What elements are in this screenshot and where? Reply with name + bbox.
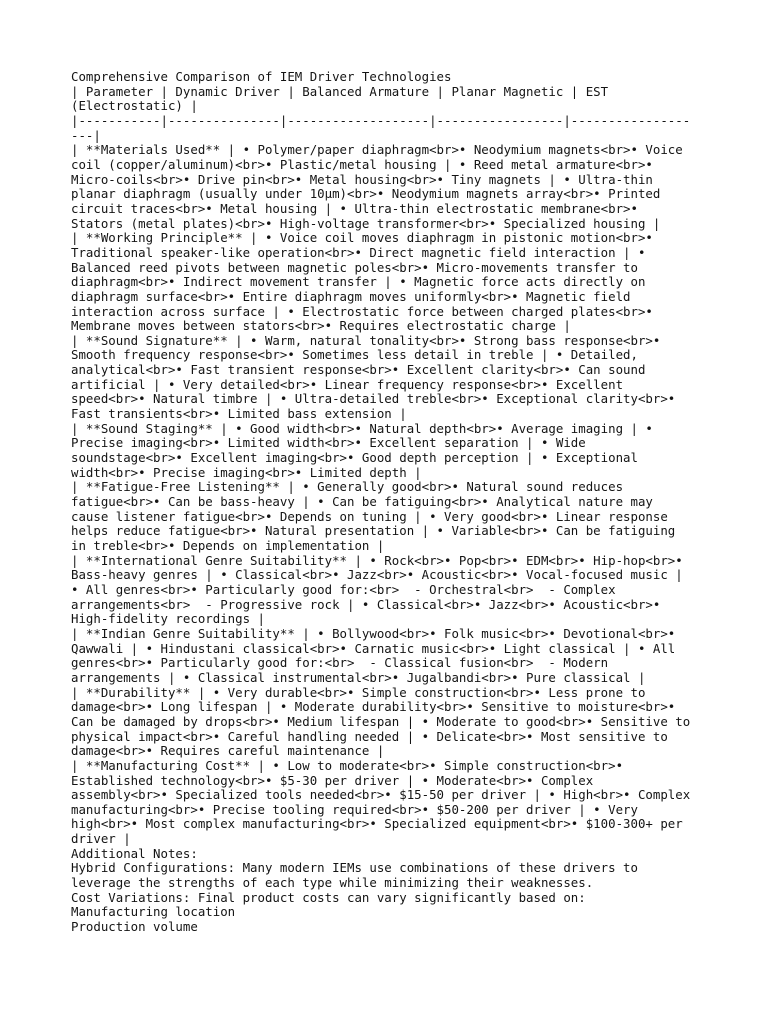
text-line: • All genres<br>• Particularly good for:<br> - Orchestral<br> - Complex: [71, 581, 616, 597]
text-line: fatigue<br>• Can be bass-heavy | • Can be fatiguing<br>• Analytical nature may: [71, 494, 653, 510]
text-line: genres<br>• Particularly good for:<br> - Classical fusion<br> - Modern: [71, 655, 609, 671]
text-line: | Parameter | Dynamic Driver | Balanced Armature | Planar Magnetic | EST: [71, 83, 609, 99]
text-line: diaphragm surface<br>• Entire diaphragm moves uniformly<br>• Magnetic field: [71, 288, 631, 304]
text-line: Qawwali | • Hindustani classical<br>• Carnatic music<br>• Light classical | • All: [71, 640, 676, 656]
text-line: | **Manufacturing Cost** | • Low to moderate<br>• Simple construction<br>•: [71, 757, 624, 773]
text-line: Cost Variations: Final product costs can vary significantly based on:: [71, 889, 586, 905]
text-line: | **Indian Genre Suitability** | • Bollywood<br>• Folk music<br>• Devotional<br>•: [71, 625, 676, 641]
text-line: artificial | • Very detailed<br>• Linear frequency response<br>• Excellent: [71, 376, 624, 392]
text-line: ---|: [71, 127, 101, 143]
text-line: Balanced reed pivots between magnetic poles<br>• Micro-movements transfer to: [71, 259, 638, 275]
text-line: damage<br>• Requires careful maintenance |: [71, 743, 385, 759]
document-page: [71, 70, 703, 935]
text-line: Traditional speaker-like operation<br>• Direct magnetic field interaction | •: [71, 244, 646, 260]
text-line: width<br>• Precise imaging<br>• Limited depth |: [71, 464, 422, 480]
text-line: Smooth frequency response<br>• Sometimes less detail in treble | • Detailed,: [71, 347, 638, 363]
text-line: leverage the strengths of each type while minimizing their weaknesses.: [71, 875, 594, 891]
text-line: diaphragm<br>• Indirect movement transfer | • Magnetic force acts directly on: [71, 274, 646, 290]
document-title: Comprehensive Comparison of IEM Driver Technologies: [71, 69, 452, 84]
text-line: | **Sound Staging** | • Good width<br>• Natural depth<br>• Average imaging | •: [71, 420, 653, 436]
text-line: Production volume: [71, 919, 198, 935]
text-line: Membrane moves between stators<br>• Requires electrostatic charge |: [71, 318, 571, 334]
text-line: high<br>• Most complex manufacturing<br>• Specialized equipment<br>• $100-300+ per: [71, 816, 683, 832]
text-line: arrangements<br> - Progressive rock | • Classical<br>• Jazz<br>• Acoustic<br>•: [71, 596, 661, 612]
text-line: | **International Genre Suitability** | • Rock<br>• Pop<br>• EDM<br>• Hip-hop<br>•: [71, 552, 683, 568]
text-line: damage<br>• Long lifespan | • Moderate durability<br>• Sensitive to moisture<br>•: [71, 699, 676, 715]
text-line: physical impact<br>• Careful handling needed | • Delicate<br>• Most sensitive to: [71, 728, 668, 744]
text-line: interaction across surface | • Electrostatic force between charged plates<br>•: [71, 303, 653, 319]
text-line: Stators (metal plates)<br>• High-voltage transformer<br>• Specialized housing |: [71, 215, 661, 231]
text-line: | **Durability** | • Very durable<br>• Simple construction<br>• Less prone to: [71, 684, 646, 700]
text-line: speed<br>• Natural timbre | • Ultra-detailed treble<br>• Exceptional clarity<br>•: [71, 391, 676, 407]
text-line: circuit traces<br>• Metal housing | • Ultra-thin electrostatic membrane<br>•: [71, 200, 638, 216]
text-line: soundstage<br>• Excellent imaging<br>• Good depth perception | • Exceptional: [71, 450, 638, 466]
text-line: helps reduce fatigue<br>• Natural presentation | • Variable<br>• Can be fatiguing: [71, 523, 676, 539]
text-line: analytical<br>• Fast transient response<br>• Excellent clarity<br>• Can sound: [71, 362, 646, 378]
text-line: Precise imaging<br>• Limited width<br>• Excellent separation | • Wide: [71, 435, 586, 451]
text-line: in treble<br>• Depends on implementation |: [71, 538, 385, 553]
text-line: Hybrid Configurations: Many modern IEMs use combinations of these drivers to: [71, 860, 638, 876]
text-line: |-----------|---------------|-------------------|-----------------|----------------: [71, 112, 691, 128]
notes-heading: Additional Notes:: [71, 845, 198, 861]
text-line: assembly<br>• Specialized tools needed<br>• $15-50 per driver | • High<br>• Complex: [71, 787, 691, 803]
text-line: manufacturing<br>• Precise tooling required<br>• $50-200 per driver | • Very: [71, 801, 638, 817]
text-line: | **Working Principle** | • Voice coil moves diaphragm in pistonic motion<br>•: [71, 230, 653, 246]
text-line: | **Sound Signature** | • Warm, natural tonality<br>• Strong bass response<br>•: [71, 332, 661, 348]
text-line: | **Materials Used** | • Polymer/paper diaphragm<br>• Neodymium magnets<br>• Voice: [71, 142, 683, 158]
text-line: Fast transients<br>• Limited bass extension |: [71, 406, 407, 422]
text-line: Established technology<br>• $5-30 per driver | • Moderate<br>• Complex: [71, 772, 594, 788]
text-line: Can be damaged by drops<br>• Medium lifespan | • Moderate to good<br>• Sensitive to: [71, 713, 691, 729]
text-line: | **Fatigue-Free Listening** | • Generally good<br>• Natural sound reduces: [71, 479, 624, 495]
text-line: High-fidelity recordings |: [71, 611, 265, 627]
text-line: coil (copper/aluminum)<br>• Plastic/metal housing | • Reed metal armature<br>•: [71, 156, 653, 172]
text-line: Manufacturing location: [71, 904, 236, 920]
text-line: (Electrostatic) |: [71, 98, 198, 114]
text-line: cause listener fatigue<br>• Depends on tuning | • Very good<br>• Linear response: [71, 508, 668, 524]
text-line: Micro-coils<br>• Drive pin<br>• Metal housing<br>• Tiny magnets | • Ultra-thin: [71, 171, 653, 187]
document-body: [71, 85, 703, 935]
text-line: driver |: [71, 831, 131, 847]
text-line: arrangements | • Classical instrumental<br>• Jugalbandi<br>• Pure classical |: [71, 669, 646, 685]
text-line: Bass-heavy genres | • Classical<br>• Jazz<br>• Acoustic<br>• Vocal-focused music |: [71, 567, 683, 583]
text-line: planar diaphragm (usually under 10μm)<br>• Neodymium magnets array<br>• Printed: [71, 186, 661, 202]
